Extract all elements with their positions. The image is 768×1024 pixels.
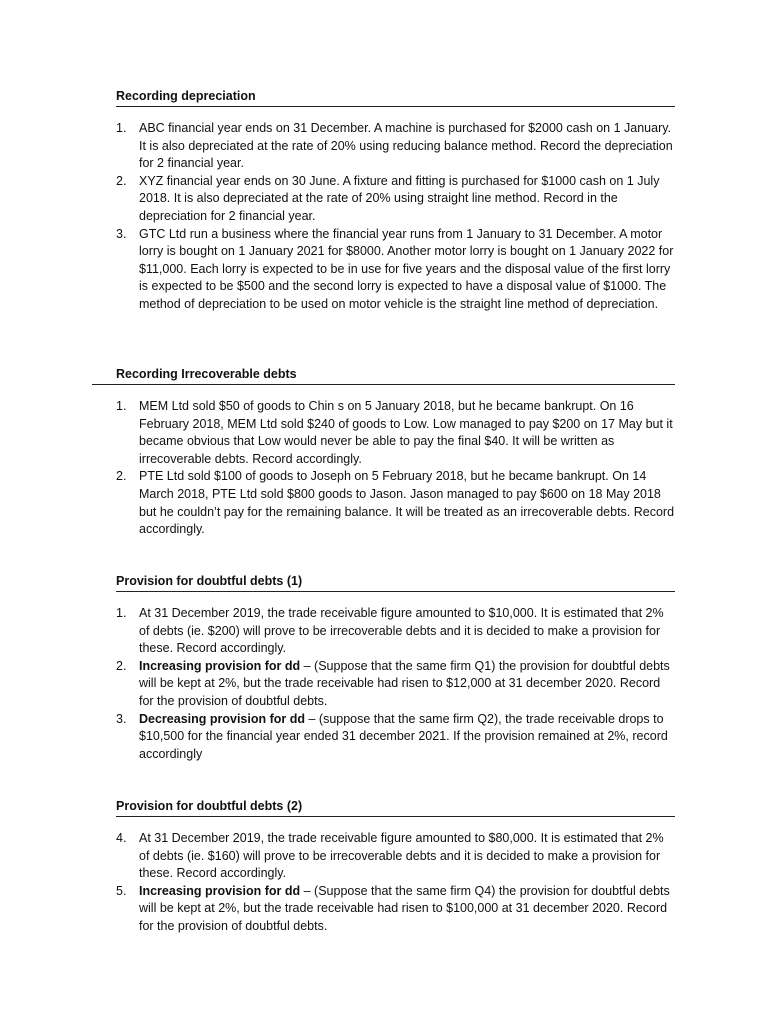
list-item [116,658,675,711]
section-heading: Provision for doubtful debts (1) [116,573,675,592]
list-item [116,173,675,226]
section-recording-depreciation [116,88,675,314]
item-text: XYZ financial year ends on 30 June. A fixture and fitting is purchased for $1000 cash on 1 July 2018. It is also depreciated at the rate of 20% using straight line method. Record in the depreciation for 2 financial year. [139,173,660,223]
question-list [116,830,675,936]
list-item [116,883,675,936]
item-number: 1. [116,606,127,620]
item-text: PTE Ltd sold $100 of goods to Joseph on 5 February 2018, but he became bankrupt. On 14 March 2018, PTE Ltd sold $800 goods to Jason. Jason managed to pay $600 on 18 May 2018 but he couldn’t pay for the remaining balance. It will be treated as an irrecoverable debts. Record accordingly. [139,469,675,537]
item-number: 5. [116,883,127,898]
item-text: – (Suppose that the same firm Q1) the provision for doubtful debts will be kept at 2%, but the trade receivable had risen to $12,000 at 31 december 2020. Record for the provision of doubtful debts. [139,658,670,708]
section-heading: Recording Irrecoverable debts [92,366,675,385]
item-text: GTC Ltd run a business where the financial year runs from 1 January to 31 December. A motor lorry is bought on 1 January 2021 for $8000. Another motor lorry is bought on 1 January 2022 for $11,000. Each lorry is expected to be in use for five years and the disposal value of the first lorry is expected to be $500 and the second lorry is expected to have a disposal value of $1000. The method of depreciation to be used on motor vehicle is the straight line method of depreciation. [139,226,674,311]
section-provision-doubtful-debts-2 [116,798,675,936]
section-heading: Provision for doubtful debts (2) [116,798,675,817]
section-provision-doubtful-debts-1 [116,573,675,763]
question-list [116,605,675,763]
list-item [116,398,675,468]
item-text: – (Suppose that the same firm Q4) the provision for doubtful debts will be kept at 2%, but the trade receivable had risen to $100,000 at 31 december 2020. Record for the provision of doubtful debts. [139,883,670,933]
question-list [116,120,675,314]
list-item [116,830,675,883]
item-number: 2. [116,658,127,673]
item-text: At 31 December 2019, the trade receivable figure amounted to $10,000. It is estimated that 2% of debts (ie. $200) will prove to be irrecoverable debts and it is decided to make a provision for these. Record accordingly. [139,606,664,656]
item-number: 2. [116,469,127,484]
item-text: ABC financial year ends on 31 December. A machine is purchased for $2000 cash on 1 January. It is also depreciated at the rate of 20% using reducing balance method. Record the depreciation for 2 financial year. [139,121,673,171]
item-number: 2. [116,173,127,188]
list-item [116,468,675,538]
item-number: 3. [116,226,127,241]
item-lead: Increasing provision for dd [139,658,301,673]
item-text: MEM Ltd sold $50 of goods to Chin s on 5 January 2018, but he became bankrupt. On 16 February 2018, MEM Ltd sold $240 of goods to Low. Low managed to pay $200 on 17 May but it became obvious that Low would never be able to pay the final $40. It will be written as irrecoverable debts. Record accordingly. [139,399,673,466]
item-number: 1. [116,399,127,413]
question-list [116,398,675,539]
section-heading: Recording depreciation [116,88,675,107]
item-number: 3. [116,711,127,726]
item-lead: Decreasing provision for dd [139,711,306,726]
section-irrecoverable-debts [116,366,675,539]
item-text: At 31 December 2019, the trade receivable figure amounted to $80,000. It is estimated that 2% of debts (ie. $160) will prove to be irrecoverable debts and it is decided to make a provision for these. Record accordingly. [139,831,664,881]
list-item [116,120,675,173]
list-item [116,226,675,314]
item-number: 1. [116,121,127,135]
list-item [116,605,675,658]
item-number: 4. [116,831,127,845]
item-text: – (suppose that the same firm Q2), the trade receivable drops to $10,500 for the financial year ended 31 december 2021. If the provision remained at 2%, record accordingly [139,711,668,761]
list-item [116,711,675,764]
item-lead: Increasing provision for dd [139,883,301,898]
